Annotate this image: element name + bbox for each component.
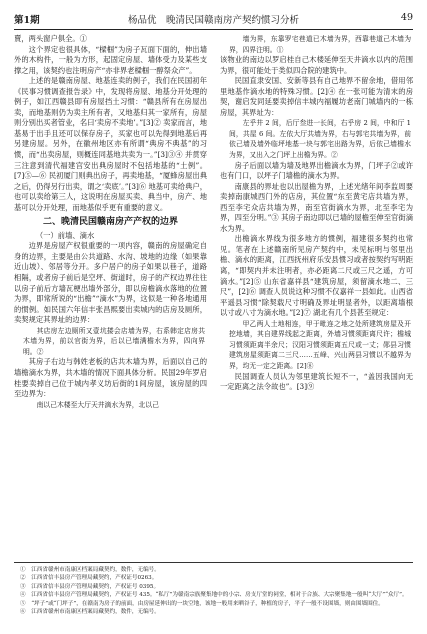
paragraph: 民国调查人员认为邻里建筑长短不一，“盖因我国向无一定距离之法令故也”。[3]⑨ (220, 371, 413, 392)
issue-label: 第1期 (14, 15, 40, 26)
paragraph: 这个界定也很具体，“樑椢”为房子瓦面下面的，伸出墙外的木构件，一般为方形，起固定房屋、墙体受力及某些支撑之用，该契约也注明房产“亦非界老樑椢一醇祭众产”。 (14, 44, 207, 75)
footnotes (14, 562, 413, 616)
block-quote: 甲乙两人土地相连，甲于毗连之地之处所建筑房屋及开挖地墙，其自建界线起之距离，外墙习惯须距离尺许；檐城习惯须距离半余尺；汉阳习惯须距离五尺或一丈；郧县习惯建筑房屋须距离二三尺……五峰、兴山两县习惯以不越界为界，均无一定之距离。[2]⑧ (229, 319, 411, 370)
left-column (14, 34, 207, 410)
block-quote: 南以己木楼至大厅天井滴水为界，北以己 (36, 400, 159, 409)
running-title: 杨品优 晚清民国赣南房产契约惯习分析 (127, 15, 299, 26)
paragraph: 该物业的南边以罗启桂自己木楼延伸至天井滴水以内的范围为界，很可能处于类似四合院的建筑中。 (220, 55, 413, 75)
footnote: ⑤ “坪子”或“门坪子”，在赣南为房子的前面，由房屋延伸出的一块空地，该地一般用来晒谷子，种植的房子，平子一般不设围墙，则由围墙围住。 (20, 600, 384, 607)
block-quote: 其店房左边厕所又壹坑搂会店墙为界，右系韩定店房共木墙为界，前以官街为界，后以已墙满檐水为界，四向界明。② (23, 326, 205, 356)
block-quote: 左乎井 2 间，后厅叁进一长间，右乎房 2 间，中和厅 1 间，共屋 6 间。左依大厅共墙为界，右与郭宅共墙为界，前依己墙及墙外临坪地基一块与郭宅出路为界，后依己墙檐水为界，又出入之门坪上出檐为界。② (229, 119, 411, 160)
paragraph: 民国直隶安国、安新等县有自己地界不留余地，借用邻里地基作滴水地的特殊习惯。[2]④ 在一张可能为清末的房契，谢启发同延要卖掉信丰城内福履坊老南门城墙内的一栋房屋，其界址为： (220, 76, 413, 117)
paragraph: 南康县的界址也以出屋檐为界，上述光绪年间李监周要卖掉南康城西门外的店房，其位置“东至黄宅店共墙为界，西至李宅众店共墙为界，南至官街滴水为界，北至李宅为界，四至分明。”③ 其房子南边即以已墙的屋檐至伸至官街滴水为界。 (220, 181, 413, 233)
paragraph: 其房子右边与韩姓老板的店共木墙为界，后面以自己的墙檐滴水为界，共木墙的情况下面具体分析。民国29年罗启桂要卖掉自己位于城内孝义坊后街的1间房屋，该房屋的四至边界为： (14, 357, 207, 399)
page-header (14, 9, 413, 30)
paragraph: 房子后面以墙为墙及地界出檐滴水为界，门坪子②或许也有门口，以坪子门墙檐的滴水为界。 (220, 160, 413, 181)
footnote: ② 江西省信丰县房产管理局藏契约，产权证号0263。 (20, 575, 158, 582)
paragraph: 上述的是赣南房屋、地基连卖的例子，我们在民国初年《民事习惯调查报告录》中，发现将房屋、地基分开处理的例子，如江西赣县即有房屋挡土习惯：“赣县所有在房屋出卖，而地基则仍为卖主所有者，又地基归其一家所有，房屋则分别出买者管业，名曰‘卖房不卖地’。”[3]② 卖家而言，地基易于出手且还可以保存房子，买家也可以先得到地基后再另建房屋。另外，在徽州地区亦有所谓“典房不典基”的习惯，而“出卖房屋，则概连同基地共卖为一。”[3]③④ 并贯穿三注意到清代福建宫安出典房屋时不包括地基的“土例”。[7]⑤—⑥ 民初厦门则典出房子，再卖地基，“厦蜂房屋出典之后，仍得另行出卖，谓之‘卖底’。”[3]⑥ 地基可卖给典户，也可以卖给第三人，这说明在房屋买卖、典当中，房产、地基可以分开处理，而地基似乎更有重要的意义。 (14, 76, 207, 212)
paragraph: 賣，两头窗户俱全。① (14, 34, 87, 43)
footnote: ④ 江西省信丰县房产管理局藏契约，产权证号 435。“私厅”为赣南宗族聚集地中的小宗、房支厅堂的祠堂，相对于合族、大宗聚集地一般叫“大厅”“众厅”。 (20, 592, 408, 599)
footnote: ⑥ 江西省赣州市南康区档案局藏契约，数件，无编号。 (20, 609, 160, 616)
right-column (220, 34, 413, 393)
page-number: 49 (400, 12, 413, 23)
block-quote: 墙为界，东靠罗宅巷道已木墙为界，西靠巷道己木墙为界，四界注明。① (229, 35, 411, 54)
footnote: ① 江西省赣州市南康区档案局藏契约，数件，无编号。 (20, 567, 160, 573)
footnote: ③ 江西省信丰县房产管理局藏契约，产权证号 0395。 (20, 583, 160, 590)
paragraph: 边界是房屋产权很重要的一项内容，赣南的房屋确定自身的边界，主要是由公共道路、水沟、坡地的边缘（如果靠近山坡）、邻居等分开。多户居户的房子如果以巷子，道路相隔，或者房子前后是空坪、街道时，房子的产权边界往往以房子前后方墙瓦梗出墙外部分，即以房檐滴水落地的位置为界，即常所说的“出檐”“滴水”为界，这似是一种各地通用的惯例。如民国六年信丰张昌熙要出卖城内的店房及厕所，卖契规定其界址的边界： (14, 241, 207, 325)
sub-heading: （一）前墙、滴水 (35, 230, 95, 240)
paragraph: 出檐滴水界线为很多地方的惯例，福建很多契约也常见。笔者在上述赣南所见房产契约中，未见标明与邻里出檐、滴水的距离，江西抚州府乐安县惯习或者按契约写明距离，“即契内并未注明者，亦必距离二尺或三尺之遥，方可滴水。”[2]⑤ 山东省嘉祥县“建筑房屋，须留滴水地二、三尺”，[2]⑥ 调查人员说这种习惯不仅嘉祥一县如此。山西省平遥县习惯“除契载尺寸明确及界址明显者外，以距离墙根以寸或八寸为滴水地。”[2]⑦ 湖北有几个县甚至规定： (220, 234, 413, 318)
section-heading: 二、晚清民国赣南房产产权的边界 (42, 217, 178, 228)
